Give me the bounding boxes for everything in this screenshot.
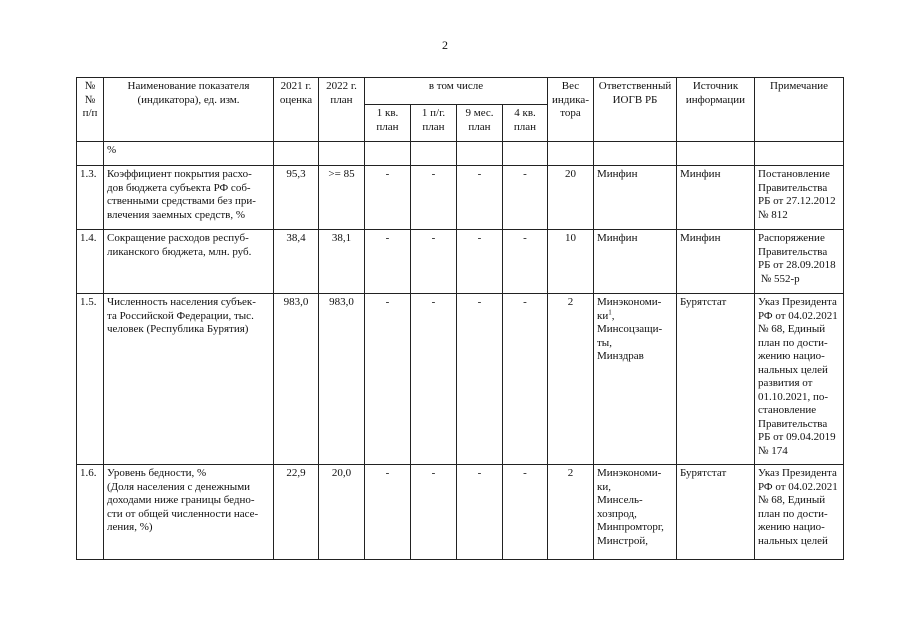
table-row	[77, 294, 844, 465]
header-num: №№ п/п	[77, 78, 104, 142]
page-number: 2	[442, 38, 448, 52]
responsible-body: Минэкономи- ки, Минсель- хозпрод, Минпромторг, Минстрой,	[594, 465, 677, 560]
plan-2022: 38,1	[319, 230, 365, 294]
footnote-marker: 1	[608, 307, 612, 316]
indicator-table	[76, 77, 844, 560]
q1-plan: -	[365, 294, 411, 465]
row-num: 1.6.	[77, 465, 104, 560]
estimate-2021: 38,4	[274, 230, 319, 294]
header-note: Примечание	[755, 78, 844, 142]
table-row	[77, 166, 844, 230]
carry-over-unit: %	[104, 142, 274, 166]
note: Распоряжение Правительства РБ от 28.09.2018 № 552-р	[755, 230, 844, 294]
estimate-2021: 22,9	[274, 465, 319, 560]
header-name: Наименование показателя (индикатора), ед. изм.	[104, 78, 274, 142]
indicator-weight: 2	[548, 294, 594, 465]
header-source: Источник информации	[677, 78, 755, 142]
q4-plan: -	[503, 166, 548, 230]
estimate-2021: 983,0	[274, 294, 319, 465]
plan-2022: >= 85	[319, 166, 365, 230]
indicator-name: Численность населения субъек- та Российской Федерации, тыс. человек (Республика Бурятия)	[104, 294, 274, 465]
info-source: Бурятстат	[677, 465, 755, 560]
responsible-body: Минэкономи- $ки^1$, Минсоцзащи- ты, Минздрав	[594, 294, 677, 465]
table-row	[77, 230, 844, 294]
table-row	[77, 465, 844, 560]
h1-plan: -	[411, 166, 457, 230]
q4-plan: -	[503, 465, 548, 560]
indicator-name: Коэффициент покрытия расхо- дов бюджета субъекта РФ соб- ственными средствами без при- влечения заемных средств, %	[104, 166, 274, 230]
note: Указ Президента РФ от 04.02.2021 № 68, Единый план по дости- жению нацио- нальных целей	[755, 465, 844, 560]
note: Указ Президента РФ от 04.02.2021 № 68, Единый план по дости- жению нацио- нальных целей развития от 01.10.2021, по- становление Правительства РБ от 09.04.2019 № 174	[755, 294, 844, 465]
info-source: Бурятстат	[677, 294, 755, 465]
header-2022-plan: 2022 г. план	[319, 78, 365, 142]
h1-plan: -	[411, 465, 457, 560]
table-header-row	[77, 78, 844, 105]
indicator-name: Сокращение расходов респуб- ликанского бюджета, млн. руб.	[104, 230, 274, 294]
carry-over-row	[77, 142, 844, 166]
q1-plan: -	[365, 465, 411, 560]
indicator-name: Уровень бедности, % (Доля населения с денежными доходами ниже границы бедно- сти от общей численности насе- ления, %)	[104, 465, 274, 560]
row-num: 1.4.	[77, 230, 104, 294]
header-q4-plan: 4 кв. план	[503, 105, 548, 142]
plan-2022: 20,0	[319, 465, 365, 560]
note: Постановление Правительства РБ от 27.12.2012 № 812	[755, 166, 844, 230]
indicator-weight: 2	[548, 465, 594, 560]
9m-plan: -	[457, 230, 503, 294]
header-q1-plan: 1 кв. план	[365, 105, 411, 142]
header-2021-estimate: 2021 г. оценка	[274, 78, 319, 142]
plan-2022: 983,0	[319, 294, 365, 465]
row-num: 1.3.	[77, 166, 104, 230]
info-source: Минфин	[677, 166, 755, 230]
header-including: в том числе	[365, 78, 548, 105]
9m-plan: -	[457, 465, 503, 560]
estimate-2021: 95,3	[274, 166, 319, 230]
h1-plan: -	[411, 294, 457, 465]
9m-plan: -	[457, 294, 503, 465]
responsible-body: Минфин	[594, 230, 677, 294]
header-h1-plan: 1 п/г. план	[411, 105, 457, 142]
h1-plan: -	[411, 230, 457, 294]
header-responsible: Ответственный ИОГВ РБ	[594, 78, 677, 142]
indicator-weight: 20	[548, 166, 594, 230]
q1-plan: -	[365, 230, 411, 294]
q4-plan: -	[503, 294, 548, 465]
row-num: 1.5.	[77, 294, 104, 465]
q4-plan: -	[503, 230, 548, 294]
header-9m-plan: 9 мес. план	[457, 105, 503, 142]
indicator-weight: 10	[548, 230, 594, 294]
info-source: Минфин	[677, 230, 755, 294]
9m-plan: -	[457, 166, 503, 230]
q1-plan: -	[365, 166, 411, 230]
responsible-body: Минфин	[594, 166, 677, 230]
header-weight: Вес индика-тора	[548, 78, 594, 142]
